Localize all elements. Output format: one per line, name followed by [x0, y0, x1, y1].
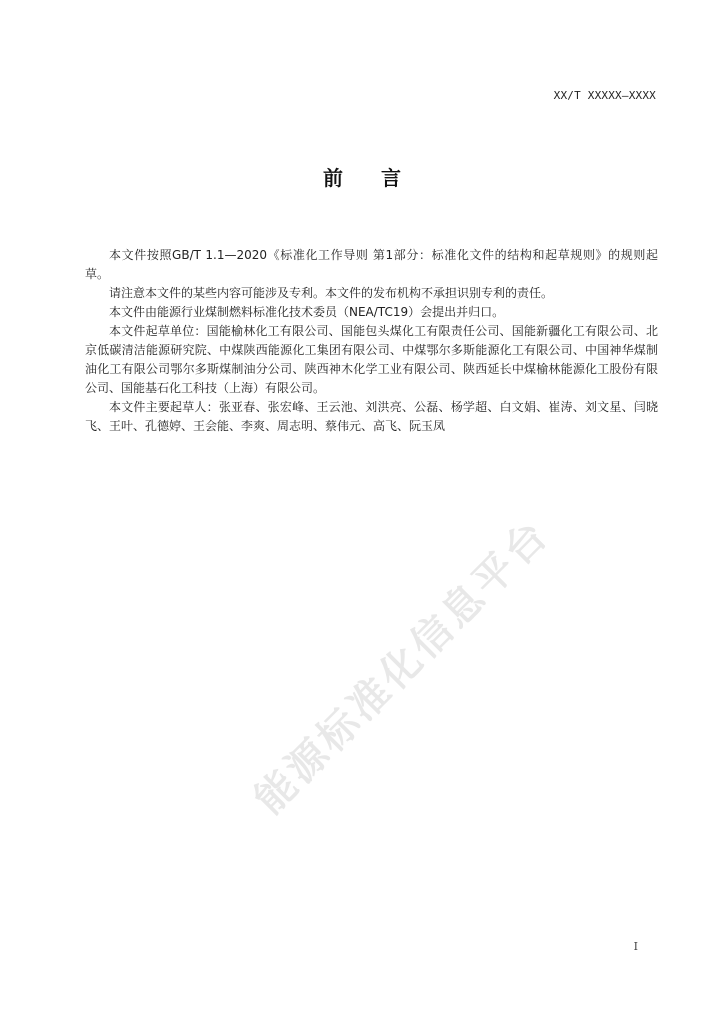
preface-body: [85, 246, 658, 436]
paragraph-patent-notice: 请注意本文件的某些内容可能涉及专利。本文件的发布机构不承担识别专利的责任。: [109, 286, 554, 300]
paragraph-drafters: 本文件主要起草人：张亚春、张宏峰、王云池、刘洪亮、公磊、杨学超、白文娟、崔涛、刘文星、闫晓飞、王叶、孔德婷、王会能、李爽、周志明、蔡伟元、高飞、阮玉凤: [85, 400, 658, 433]
title-char-1: 前: [323, 166, 343, 190]
section-title: [0, 162, 724, 191]
document-code: XX/T XXXXX—XXXX: [553, 89, 656, 102]
title-char-2: 言: [381, 166, 401, 190]
watermark-text: 能源标准化信息平台: [246, 510, 559, 824]
paragraph-drafting-rules: 本文件按照GB/T 1.1—2020《标准化工作导则 第1部分：标准化文件的结构和起草规则》的规则起草。: [85, 248, 658, 281]
paragraph-proposer: 本文件由能源行业煤制燃料标准化技术委员（NEA/TC19）会提出并归口。: [109, 305, 505, 319]
page-number: I: [633, 940, 638, 953]
paragraph-drafting-units: 本文件起草单位：国能榆林化工有限公司、国能包头煤化工有限责任公司、国能新疆化工有限公司、北京低碳清洁能源研究院、中煤陕西能源化工集团有限公司、中煤鄂尔多斯能源化工有限公司、中国神华煤制油化工有限公司鄂尔多斯煤制油分公司、陕西神木化学工业有限公司、陕西延长中煤榆林能源化工股份有限公司、国能基石化工科技（上海）有限公司。: [85, 324, 658, 395]
